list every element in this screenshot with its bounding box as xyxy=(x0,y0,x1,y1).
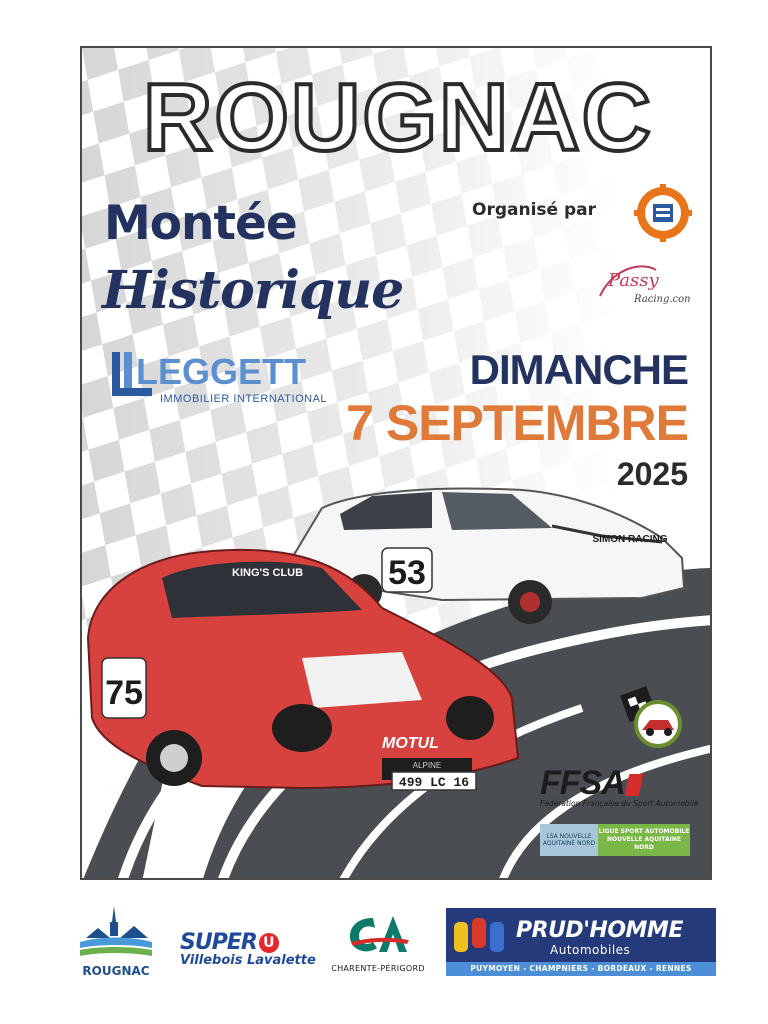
super-u-sub: Villebois Lavalette xyxy=(180,953,316,968)
event-poster xyxy=(80,46,712,880)
ligue-logo xyxy=(540,824,690,856)
organised-by-label: Organisé par xyxy=(472,200,596,220)
super-u-letter: U xyxy=(259,933,279,953)
leggett-logo xyxy=(110,348,340,412)
ligue-right: LIGUE SPORT AUTOMOBILE NOUVELLE AQUITAINE NORD xyxy=(598,824,690,856)
ligue-left: LSA NOUVELLE AQUITAINE NORD xyxy=(540,824,598,856)
page-title xyxy=(82,66,712,166)
ffsa-logo xyxy=(540,764,698,808)
prudhomme-logo xyxy=(446,908,716,976)
event-year: 2025 xyxy=(616,456,688,492)
historic-car-club-logo xyxy=(620,686,684,754)
red-car-brand: ALPINE xyxy=(412,761,442,770)
red-car-number: 75 xyxy=(105,674,143,712)
red-car-plate: 499 LC 16 xyxy=(398,775,470,790)
passy-text: Passy xyxy=(608,270,659,291)
title-text: ROUGNAC xyxy=(143,66,653,166)
event-day: DIMANCHE xyxy=(469,346,688,393)
ffsa-accent xyxy=(624,774,643,796)
white-car-windshield: SIMON RACING xyxy=(592,534,668,545)
club-gear-logo xyxy=(634,184,692,246)
white-car-number: 53 xyxy=(388,554,426,592)
racing-cars-illustration xyxy=(82,468,712,798)
credit-agricole-label: CHARENTE-PÉRIGORD xyxy=(331,964,425,973)
credit-agricole-logo xyxy=(322,912,434,973)
prudhomme-sub: Automobiles xyxy=(550,943,631,957)
rougnac-label: ROUGNAC xyxy=(82,964,150,978)
red-car-windshield: KING'S CLUB xyxy=(232,567,304,579)
rougnac-logo xyxy=(76,904,156,978)
super-u-name: SUPER xyxy=(180,930,257,955)
event-line-1: Montée xyxy=(104,196,297,251)
ffsa-name: FFSA xyxy=(540,764,625,802)
event-line-2: Historique xyxy=(102,260,404,321)
event-date: 7 SEPTEMBRE xyxy=(346,395,688,451)
passy-racing-logo xyxy=(594,256,690,316)
leggett-sub: IMMOBILIER INTERNATIONAL xyxy=(160,393,328,405)
leggett-name: LEGGETT xyxy=(136,351,306,392)
passy-sub: Racing.com xyxy=(634,294,690,305)
outlined-title xyxy=(98,66,698,166)
village-icon xyxy=(80,904,152,958)
sponsor-strip xyxy=(0,896,768,1006)
prudhomme-name: PRUD'HOMME xyxy=(516,918,683,943)
super-u-logo xyxy=(180,930,316,968)
red-car-sponsor: MOTUL xyxy=(382,735,439,752)
ca-icon xyxy=(343,912,413,958)
cars-icon xyxy=(450,910,510,964)
prudhomme-cities: PUYMOYEN - CHAMPNIERS - BORDEAUX - RENNES xyxy=(446,962,716,976)
ffsa-sub: Fédération Française du Sport Automobile xyxy=(540,799,699,808)
